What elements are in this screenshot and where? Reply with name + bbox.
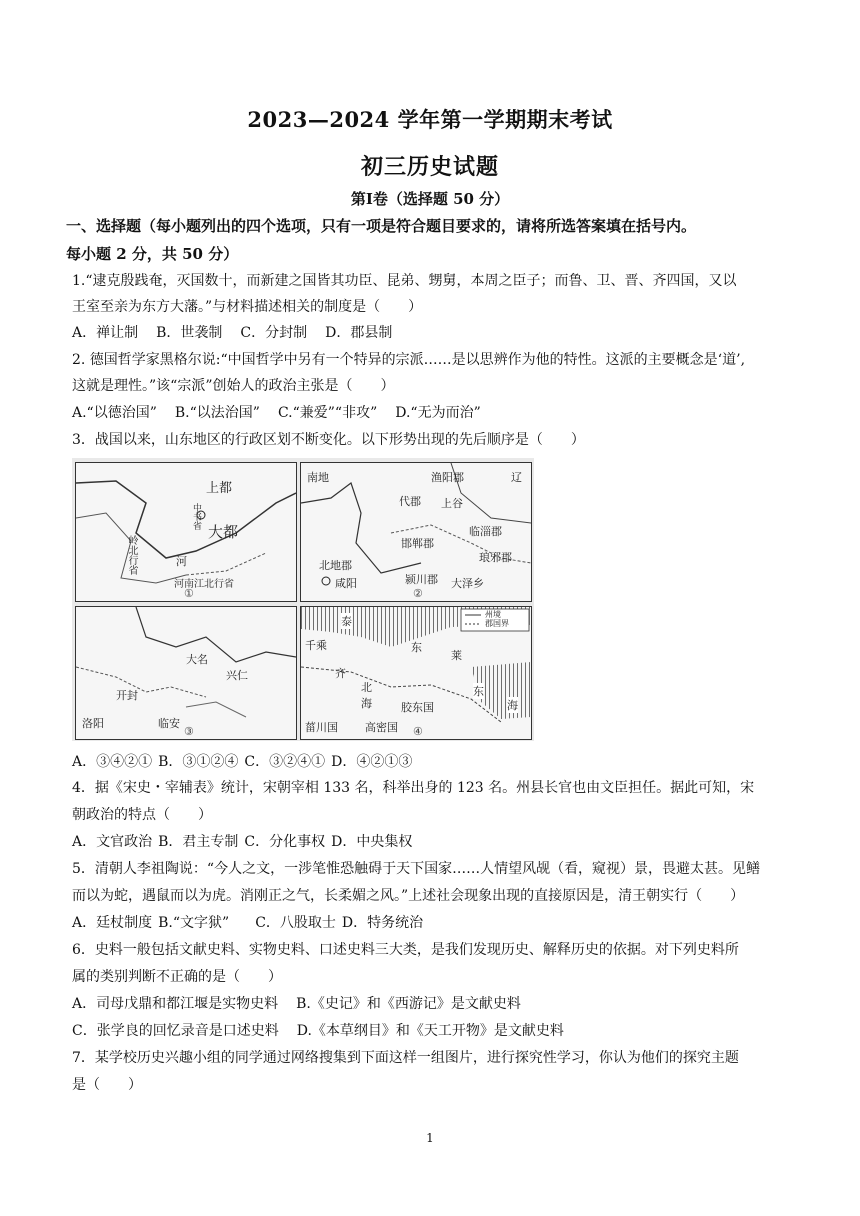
map-label: 河 [176,555,187,568]
option-a[interactable]: A.“以德治国” [72,405,157,421]
question-2-options [72,403,499,423]
question-4-options [72,832,418,852]
map-panel-4 [300,606,532,740]
exam-title: 2023—2024 学年第一学期期末考试 [247,107,613,132]
question-7-line-1: 7．某学校历史兴趣小组的同学通过网络搜集到下面这样一组图片，进行探究性学习，你认为他们的探究主题 [72,1050,739,1066]
map-label: 邯郸郡 [401,537,434,550]
option-c[interactable]: C．张学良的回忆录音是口述史料 [72,1023,279,1039]
option-d[interactable]: D．特务统治 [341,915,424,931]
map-panel-2 [300,462,532,602]
map-label: 兴仁 [226,669,248,682]
map-label: 河南江北行省 [174,579,234,590]
map-label: 临淄郡 [469,525,502,538]
option-c[interactable]: C.“兼爱”“非攻” [277,405,378,421]
map-label: 辽 [511,471,522,484]
map-number: ② [413,587,423,600]
map-label: 上都 [206,481,233,496]
map-label: 胶东国 [401,701,434,714]
legend-label: 州境 [485,610,501,619]
option-d[interactable]: D．郡县制 [325,325,393,341]
section-heading: 第Ⅰ卷（选择题 50 分） [350,190,510,208]
map-label: 千乘 [305,639,327,652]
map-label: 渔阳郡 [431,471,464,484]
map-label: 岭北行省 [126,535,137,575]
option-b[interactable]: B．君主专制 [158,834,239,850]
map-label: 代郡 [399,495,421,508]
map-label: 海 [507,699,518,712]
map-panel-1 [75,462,297,602]
option-b[interactable]: B.“文字狱” [158,915,230,931]
option-c[interactable]: C．分封制 [240,325,308,341]
option-d[interactable]: D.“无为而治” [395,405,481,421]
map-number: ④ [413,725,423,738]
question-1-line-1: 1.“逮克殷践奄，灭国数十，而新建之国皆其功臣、昆弟、甥舅，本周之臣子；而鲁、卫、晋、齐四国，又以 [72,273,737,289]
question-6-options-row-2 [72,1021,582,1041]
map-label: 海 [361,697,372,710]
option-b[interactable]: B.《史记》和《西游记》是文献史料 [296,996,521,1012]
map-label: 大名 [186,653,208,666]
option-d[interactable]: D.《本草纲目》和《天工开物》是文献史料 [296,1023,564,1039]
map-label: 洛阳 [82,717,104,730]
map-label: 齐 [335,667,346,680]
option-b[interactable]: B．③①②④ [158,754,239,770]
instructions-line-1: 一、选择题（每小题列出的四个选项，只有一项是符合题目要求的，请将所选答案填在括号内。 [66,217,697,235]
option-a[interactable]: A．司母戊鼎和都江堰是实物史料 [72,996,279,1012]
option-a[interactable]: A．③④②① [72,754,153,770]
question-5-line-1: 5．清朝人李祖陶说：“今人之文，一涉笔惟恐触碍于天下国家……人情望风觇（看，窥视）景，畏避太甚。见鳝 [72,861,761,877]
map-label: 上谷 [441,497,463,510]
map-label: 东 [473,685,484,698]
question-5-line-2: 而以为蛇，遇鼠而以为虎。消刚正之气，长柔媚之风。”上述社会现象出现的直接原因是，清王朝实行（ ） [72,888,745,904]
map-number: ③ [184,725,194,738]
map-label: 菑川国 [305,721,338,734]
question-3-line-1: 3．战国以来，山东地区的行政区划不断变化。以下形势出现的先后顺序是（ ） [72,432,585,448]
legend-label: 郡国界 [485,619,509,628]
option-c[interactable]: C．分化事权 [244,834,326,850]
question-4-line-2: 朝政治的特点（ ） [72,807,212,823]
map-label: 大都 [208,523,239,541]
map-label: 莱 [451,649,462,662]
option-a[interactable]: A．廷杖制度 [72,915,153,931]
map-label: 大泽乡 [451,577,484,590]
option-d[interactable]: D．中央集权 [331,834,413,850]
exam-subtitle: 初三历史试题 [360,154,499,180]
map-label: 南地 [307,471,329,484]
map-label: 高密国 [365,721,398,734]
option-b[interactable]: B．世袭制 [156,325,223,341]
page-number: 1 [426,1131,434,1145]
question-4-line-1: 4．据《宋史・宰辅表》统计，宋朝宰相 133 名，科举出身的 123 名。州县长官也由文臣担任。据此可知，宋 [72,780,755,796]
map-label: 咸阳 [335,577,357,590]
question-1-line-2: 王室至亲为东方大藩。”与材料描述相关的制度是（ ） [72,299,423,315]
question-3-options [72,752,418,772]
map-label: 开封 [116,689,138,702]
option-c[interactable]: C．八股取士 [255,915,336,931]
instructions-line-2: 每小题 2 分，共 50 分） [66,245,239,263]
question-6-options-row-1 [72,994,539,1014]
option-d[interactable]: D．④②①③ [331,754,413,770]
question-1-options [72,323,410,343]
map-label: 泰 [341,615,352,628]
map-label: 临安 [158,717,180,730]
question-3-maps [72,458,534,741]
question-2-line-2: 这就是理性。”该“宗派”创始人的政治主张是（ ） [72,378,395,394]
map-label: 东 [411,641,422,654]
option-a[interactable]: A．文官政治 [72,834,153,850]
question-6-line-2: 属的类别判断不正确的是（ ） [72,969,282,985]
map-number: ① [184,587,194,600]
map-panel-3 [75,606,297,740]
question-2-line-1: 2. 德国哲学家黑格尔说:“中国哲学中另有一个特异的宗派……是以思辨作为他的特性。这派的主要概念是‘道’, [72,352,746,368]
question-6-line-1: 6．史料一般包括文献史料、实物史料、口述史料三大类，是我们发现历史、解释历史的依据。对下列史料所 [72,942,739,958]
map-label: 北 [361,681,372,694]
option-c[interactable]: C．③②④① [244,754,326,770]
map-label: 颍川郡 [405,573,438,586]
option-a[interactable]: A．禅让制 [72,325,139,341]
map-3-drawing [76,607,296,739]
question-7-line-2: 是（ ） [72,1077,142,1093]
question-5-options [72,913,429,933]
map-label: 琅邪郡 [479,551,512,564]
option-b[interactable]: B.“以法治国” [174,405,260,421]
map-label: 中书省 [191,503,201,530]
map-label: 北地郡 [319,559,352,572]
